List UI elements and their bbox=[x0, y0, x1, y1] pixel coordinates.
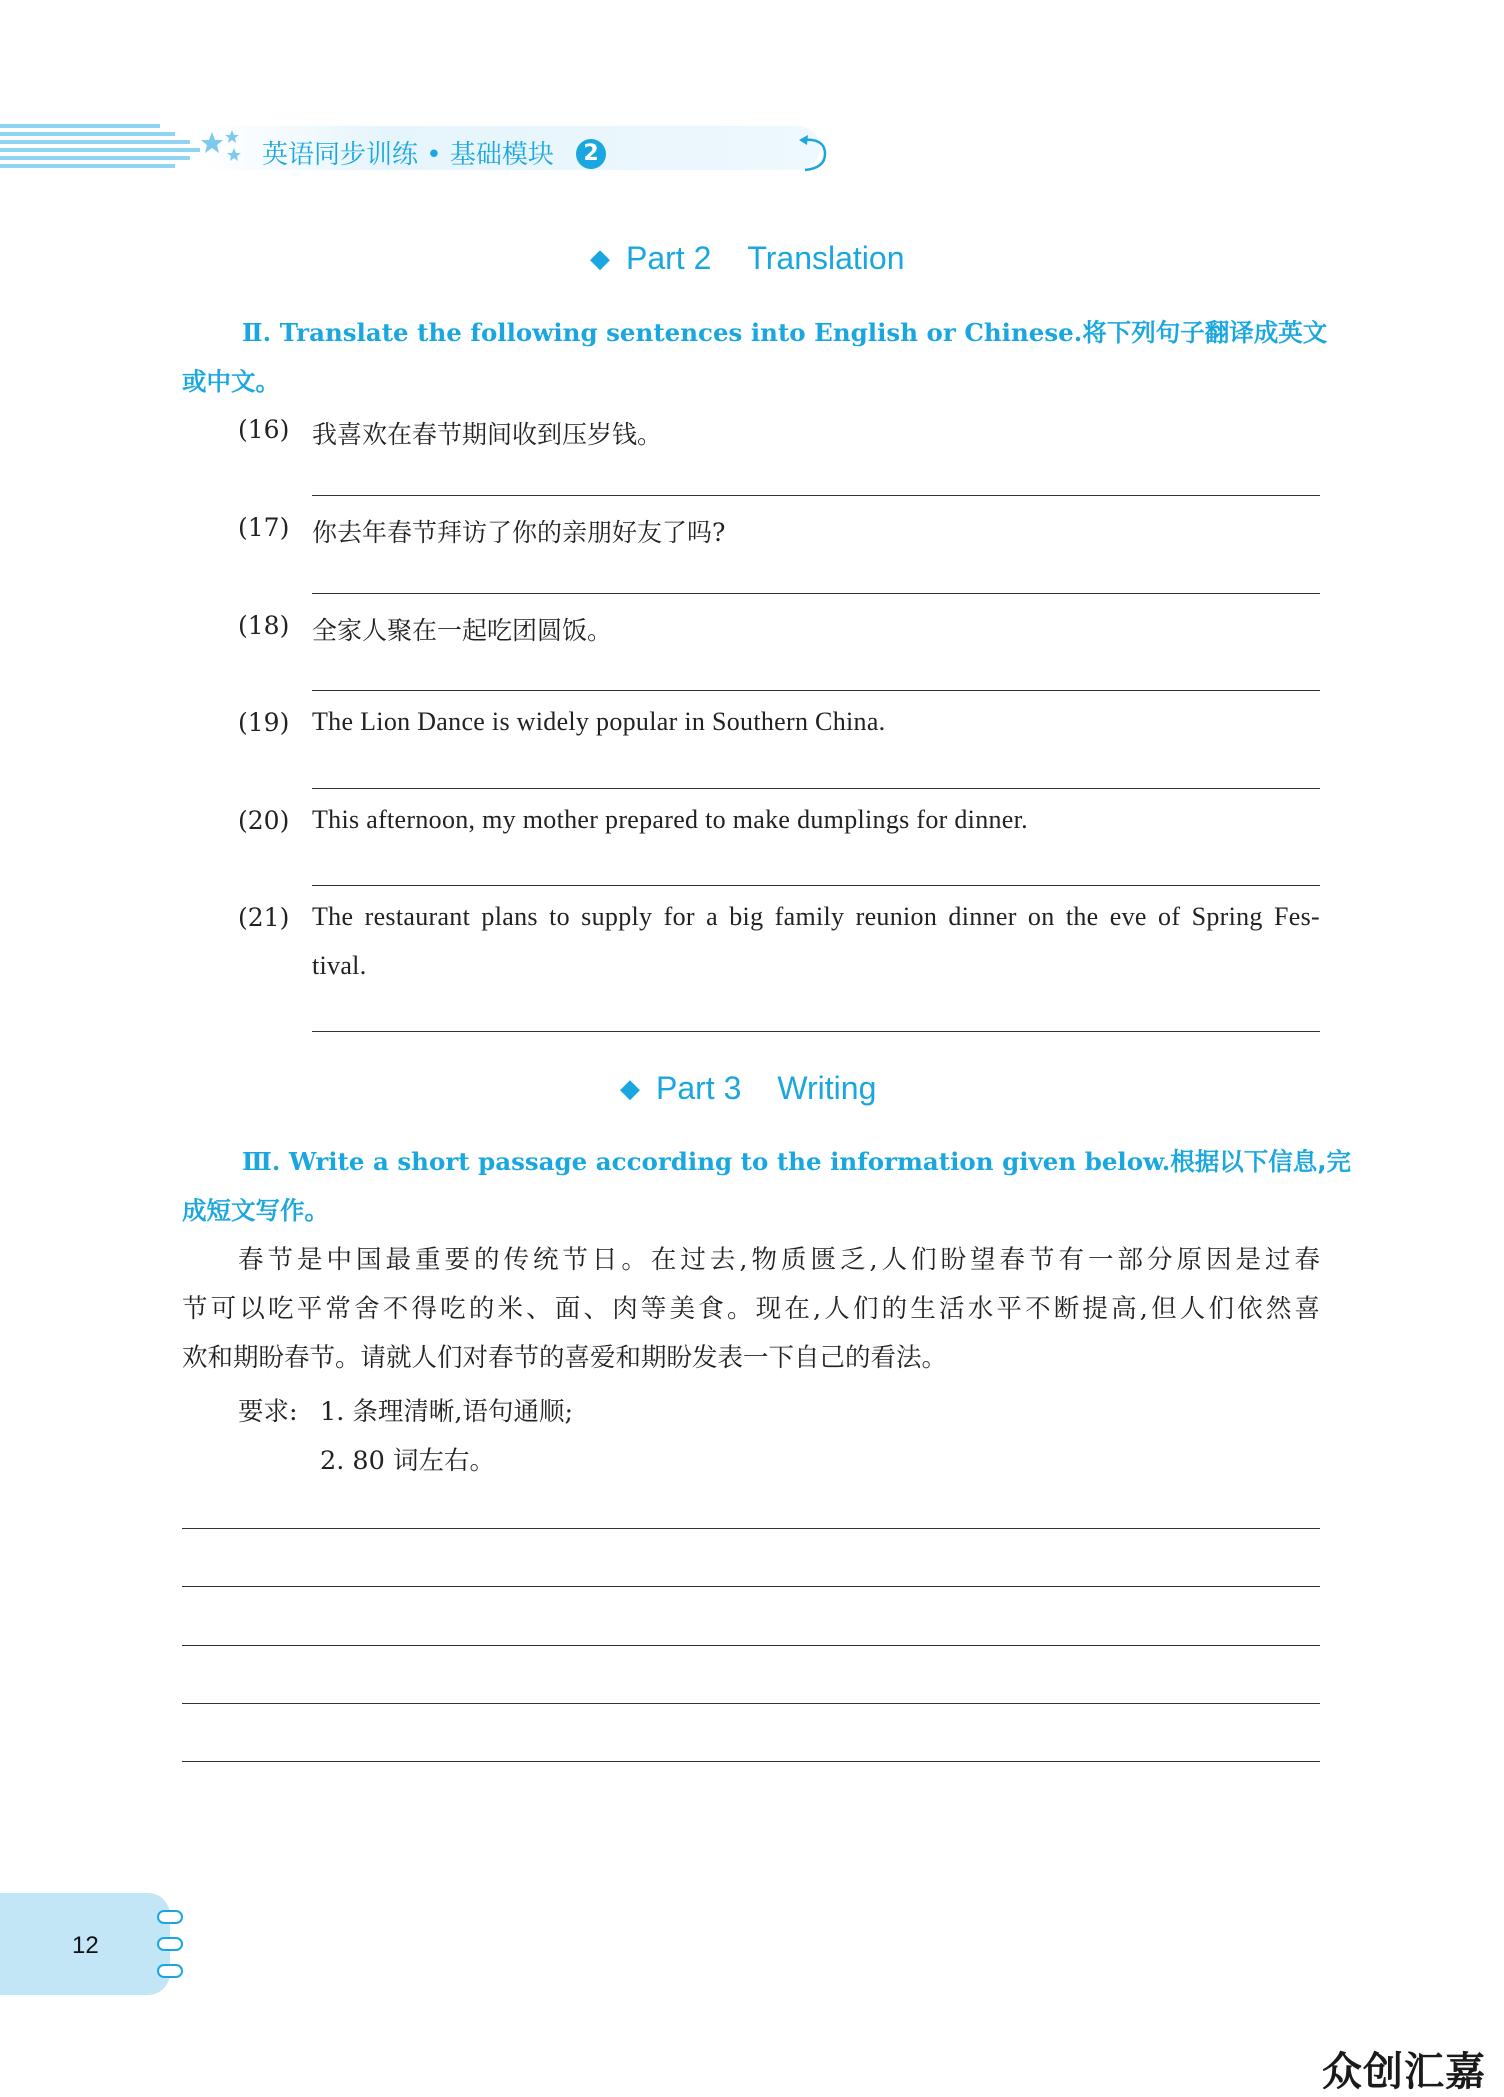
question-18-text: 全家人聚在一起吃团圆饭。 bbox=[312, 616, 613, 645]
answer-line-19[interactable] bbox=[312, 788, 1320, 789]
answer-line-21[interactable] bbox=[312, 1031, 1320, 1032]
writing-line[interactable] bbox=[182, 1703, 1320, 1704]
prompt-line-1: 春节是中国最重要的传统节日。在过去,物质匮乏,人们盼望春节有一部分原因是过春 bbox=[238, 1245, 1320, 1275]
answer-line-20[interactable] bbox=[312, 885, 1320, 886]
question-19-text: The Lion Dance is widely popular in Southern China. bbox=[312, 707, 886, 736]
part3-instruction-num: Ⅲ. bbox=[242, 1147, 281, 1176]
part2-instruction bbox=[182, 308, 1328, 406]
curl-arrow-icon bbox=[795, 130, 835, 174]
diamond-icon: ◆ bbox=[620, 1073, 640, 1103]
question-20-text: This afternoon, my mother prepared to make dumplings for dinner. bbox=[312, 805, 1028, 834]
part3-heading bbox=[620, 1070, 876, 1107]
question-17-number: (17) bbox=[238, 513, 290, 542]
header-stripes bbox=[0, 124, 230, 174]
book-title: 英语同步训练 • 基础模块 bbox=[262, 140, 554, 170]
writing-line[interactable] bbox=[182, 1528, 1320, 1529]
volume-badge: 2 bbox=[576, 139, 606, 169]
requirement-label: 要求: bbox=[238, 1397, 298, 1427]
question-20-number: (20) bbox=[238, 806, 290, 835]
binder-ring-icon bbox=[157, 1910, 183, 1924]
writing-prompt bbox=[182, 1236, 1320, 1383]
part3-instruction-en: Write a short passage according to the information given below. bbox=[288, 1147, 1171, 1176]
diamond-icon: ◆ bbox=[590, 243, 610, 273]
prompt-line-3: 欢和期盼春节。请就人们对春节的喜爱和期盼发表一下自己的看法。 bbox=[182, 1343, 948, 1373]
stars-icon bbox=[198, 128, 248, 168]
part3-instruction bbox=[182, 1137, 1352, 1235]
binder-ring-icon bbox=[157, 1964, 183, 1978]
part2-instruction-cn-cont: 或中文。 bbox=[182, 367, 280, 396]
answer-line-18[interactable] bbox=[312, 690, 1320, 691]
writing-line[interactable] bbox=[182, 1761, 1320, 1762]
part3-label: Part 3 bbox=[656, 1070, 742, 1106]
binder-ring-icon bbox=[157, 1937, 183, 1951]
part3-instruction-cn-cont: 成短文写作。 bbox=[182, 1196, 329, 1225]
requirement-1: 1. 条理清晰,语句通顺; bbox=[320, 1397, 574, 1427]
answer-line-17[interactable] bbox=[312, 593, 1320, 594]
question-17-text: 你去年春节拜访了你的亲朋好友了吗? bbox=[312, 518, 726, 547]
question-16-number: (16) bbox=[238, 415, 290, 444]
part2-heading bbox=[590, 240, 904, 277]
question-18-number: (18) bbox=[238, 611, 290, 640]
writing-line[interactable] bbox=[182, 1586, 1320, 1587]
page-number: 12 bbox=[72, 1932, 99, 1959]
writing-line[interactable] bbox=[182, 1645, 1320, 1646]
watermark: 众创汇嘉 bbox=[1322, 2049, 1486, 2095]
part3-instruction-cn: 根据以下信息,完 bbox=[1170, 1147, 1352, 1176]
requirement-2: 2. 80 词左右。 bbox=[320, 1446, 495, 1476]
part3-title: Writing bbox=[777, 1070, 877, 1106]
question-21-text-cont: tival. bbox=[312, 951, 367, 980]
part2-instruction-num: Ⅱ. bbox=[242, 318, 272, 347]
question-21-text: The restaurant plans to supply for a big family reunion dinner on the eve of Spring Fes- bbox=[312, 902, 1320, 931]
answer-line-16[interactable] bbox=[312, 495, 1320, 496]
part2-instruction-cn: 将下列句子翻译成英文 bbox=[1082, 318, 1328, 347]
question-16-text: 我喜欢在春节期间收到压岁钱。 bbox=[312, 420, 663, 449]
question-21-number: (21) bbox=[238, 903, 290, 932]
prompt-line-2: 节可以吃平常舍不得吃的米、面、肉等美食。现在,人们的生活水平不断提高,但人们依然喜 bbox=[182, 1294, 1320, 1324]
question-19-number: (19) bbox=[238, 708, 290, 737]
part2-title: Translation bbox=[747, 240, 905, 276]
part2-instruction-en: Translate the following sentences into English or Chinese. bbox=[279, 318, 1083, 347]
part2-label: Part 2 bbox=[626, 240, 712, 276]
